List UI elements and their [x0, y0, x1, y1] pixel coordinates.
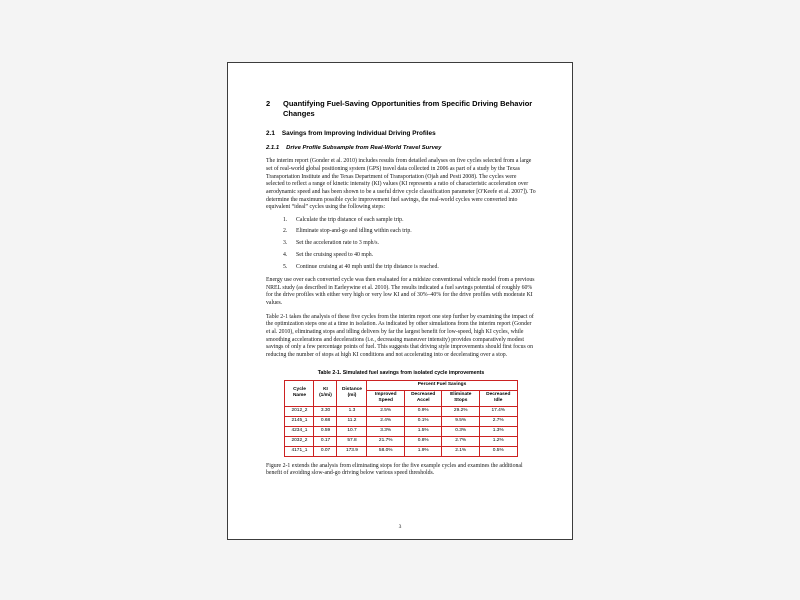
- table-cell: 3.30: [314, 406, 337, 416]
- list-item-number: 1.: [283, 216, 288, 223]
- table-cell: 4234_1: [285, 426, 314, 436]
- table-cell: 2032_2: [285, 436, 314, 446]
- table-cell: 0.68: [314, 416, 337, 426]
- table-cell: 1.5%: [404, 426, 442, 436]
- table-cell: 2012_2: [285, 406, 314, 416]
- table-cell: 1.9%: [404, 446, 442, 456]
- table-cell: 58.0%: [367, 446, 405, 456]
- table-cell: 2145_1: [285, 416, 314, 426]
- table-cell: 0.59: [314, 426, 337, 436]
- list-item-number: 4.: [283, 251, 288, 258]
- table-caption: Table 2-1. Simulated fuel savings from isolated cycle improvements: [317, 369, 485, 376]
- paragraph-4: Figure 2-1 extends the analysis from eliminating stops for the five example cycles and examines the additional benefit of avoiding slow-and-go driving below various speed thresholds.: [266, 462, 523, 477]
- table-header-row: [285, 380, 517, 390]
- paragraph-1: The interim report (Gonder et al. 2010) includes results from detailed analyses on five cycles selected from a large set of real-world global positioning system (GPS) travel data collected in 2006 as part of a study by the Texas Transportation Institute and the Texas Department of Transportation (Ojah and Pesti 2008). The cycles were selected to reflect a range of kinetic intensity (KI) values (KI represents a ratio of characteristic acceleration over aerodynamic speed and has been shown to be a useful drive cycle classification parameter [O'Keefe et al. 2007]). To determine the maximum possible cycle improvement fuel savings, the real-world cycles were converted into equivalent “ideal” cycles using the following steps:: [266, 158, 536, 211]
- table-row: [285, 416, 517, 426]
- col-header-cycle-name: Cycle Name: [285, 380, 314, 406]
- page-content: [228, 63, 572, 478]
- table-cell: 4171_1: [285, 446, 314, 456]
- list-item-number: 2.: [283, 228, 288, 235]
- col-header-ki: KI (1/mi): [314, 380, 337, 406]
- table-cell: 1.3: [337, 406, 367, 416]
- list-item: [283, 252, 536, 259]
- table-cell: 21.7%: [367, 436, 405, 446]
- table-cell: 1.3%: [479, 426, 517, 436]
- table-cell: 2.1%: [442, 446, 480, 456]
- paragraph-2: Energy use over each converted cycle was then evaluated for a midsize conventional vehicle model from a previous NREL study (as described in Earleywine et al. 2010). The results indicated a fuel savings potential of roughly 60% for the drive profiles with either very high or very low KI and of 30%–40% for the drive profiles with moderate KI values.: [266, 276, 535, 306]
- page-number: 3: [398, 524, 402, 530]
- table-cell: 3.3%: [367, 426, 405, 436]
- table-row: [285, 436, 517, 446]
- list-item-text: Eliminate stop-and-go and idling within each trip.: [296, 228, 412, 235]
- col-header-decreased-idle: Decreased Idle: [479, 390, 517, 406]
- list-item-text: Set the acceleration rate to 3 mph/s.: [296, 240, 379, 247]
- table-cell: 9.5%: [442, 416, 480, 426]
- subsection-number: 2.1: [266, 129, 275, 137]
- table-row: [285, 426, 517, 436]
- table-cell: 57.8: [337, 436, 367, 446]
- subsubsection-heading: [266, 145, 536, 152]
- table-row: [285, 406, 517, 416]
- fuel-savings-table: [284, 380, 517, 457]
- table-cell: 2.4%: [367, 416, 405, 426]
- list-item-text: Continue cruising at 40 mph until the trip distance is reached.: [296, 263, 439, 270]
- table-cell: 29.2%: [442, 406, 480, 416]
- table-cell: 2.5%: [367, 406, 405, 416]
- table-cell: 0.07: [314, 446, 337, 456]
- table-cell: 11.2: [337, 416, 367, 426]
- list-item-text: Set the cruising speed to 40 mph.: [296, 251, 374, 258]
- table-row: [285, 446, 517, 456]
- table-cell: 0.5%: [479, 446, 517, 456]
- list-item: [283, 217, 536, 224]
- table-cell: 173.9: [337, 446, 367, 456]
- section-heading: [266, 99, 536, 119]
- subsubsection-title: Drive Profile Subsample from Real-World Travel Survey: [286, 145, 442, 152]
- section-number: 2: [266, 99, 271, 108]
- table-cell: 1.2%: [479, 436, 517, 446]
- table-cell: 2.7%: [442, 436, 480, 446]
- table-cell: 10.7: [337, 426, 367, 436]
- paragraph-3: Table 2-1 takes the analysis of these five cycles from the interim report one step further by examining the impact of the optimization steps one at a time in isolation. As indicated by other simulations from the interim report (Gonder et al. 2010), eliminating stops and idling delivers by far the largest benefit for low-speed, high KI cycles, while smoothing accelerations and decelerations (i.e., decreasing maneuver intensity) provides comparatively modest savings of only a few percentage points of fuel. This suggests that driving style improvements should first focus on reducing the number of stops at high KI conditions and not accelerating into or decelerating over a stop.: [266, 313, 534, 359]
- table-cell: 0.3%: [442, 426, 480, 436]
- subsection-heading: [266, 130, 536, 138]
- subsubsection-number: 2.1.1: [266, 145, 280, 152]
- section-title: Quantifying Fuel-Saving Opportunities from Specific Driving Behavior Changes: [283, 99, 533, 118]
- list-item-number: 5.: [283, 263, 288, 270]
- col-group-percent-fuel-savings: Percent Fuel Savings: [367, 380, 517, 390]
- list-item: [283, 228, 536, 235]
- table-cell: 0.9%: [404, 406, 442, 416]
- subsection-title: Savings from Improving Individual Driving Profiles: [281, 129, 436, 137]
- table-cell: 17.4%: [479, 406, 517, 416]
- steps-list: [266, 217, 536, 271]
- col-header-improved-speed: Improved Speed: [367, 390, 405, 406]
- list-item-number: 3.: [283, 240, 288, 247]
- table-cell: 2.7%: [479, 416, 517, 426]
- table-cell: 0.1%: [404, 416, 442, 426]
- list-item-text: Calculate the trip distance of each sample trip.: [296, 216, 404, 223]
- col-header-decreased-accel: Decreased Accel: [404, 390, 442, 406]
- list-item: [283, 240, 536, 247]
- table-cell: 0.17: [314, 436, 337, 446]
- col-header-eliminate-stops: Eliminate Stops: [442, 390, 480, 406]
- document-page: [227, 62, 573, 540]
- table-cell: 0.8%: [404, 436, 442, 446]
- list-item: [283, 264, 536, 271]
- col-header-distance: Distance (mi): [337, 380, 367, 406]
